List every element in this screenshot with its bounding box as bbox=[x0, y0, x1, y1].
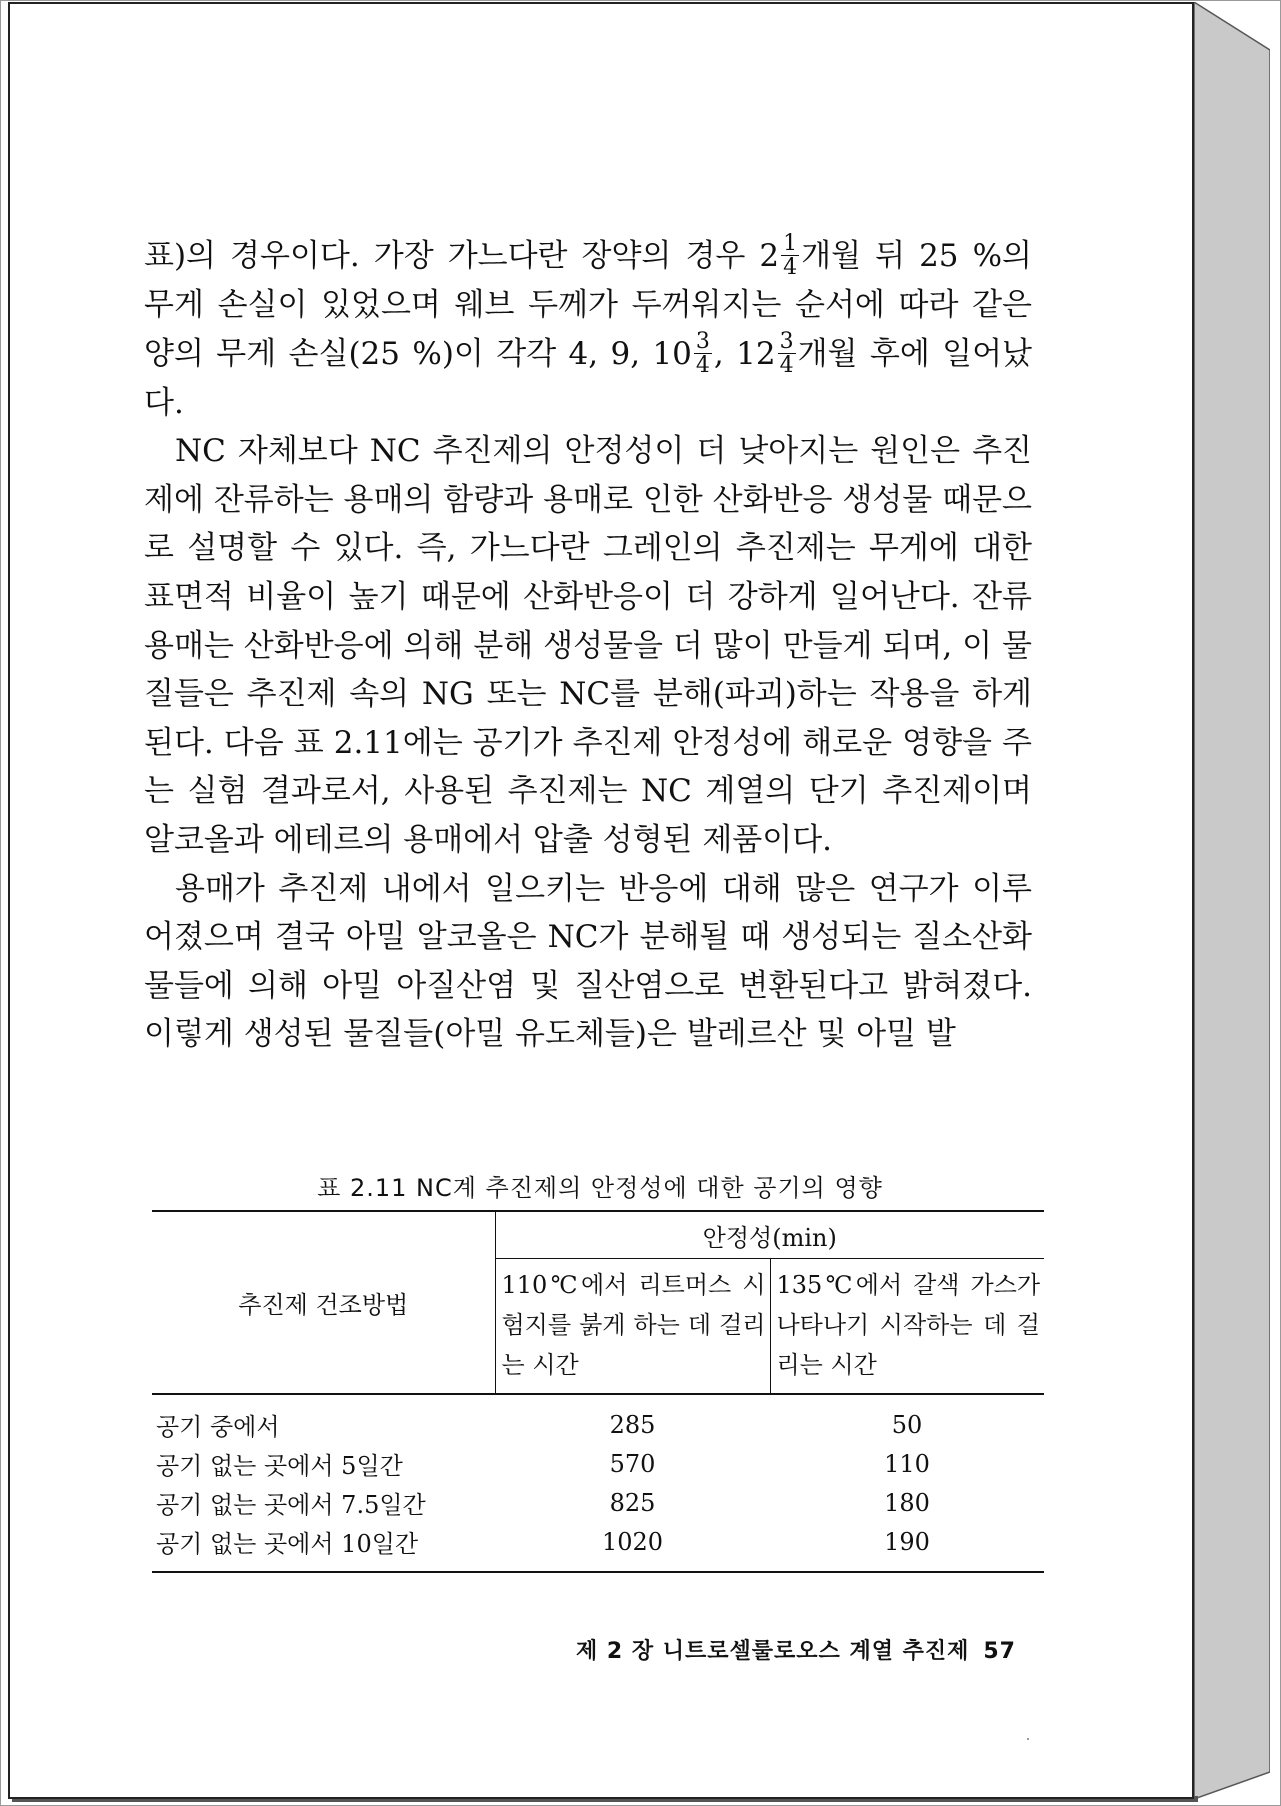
row-value-litmus: 570 bbox=[609, 1449, 656, 1478]
paragraph-1 bbox=[144, 232, 1032, 427]
row-value-litmus: 825 bbox=[609, 1488, 656, 1517]
table-caption: 표 2.11 NC계 추진제의 안정성에 대한 공기의 영향 bbox=[317, 1174, 883, 1202]
row-value-litmus: 285 bbox=[609, 1410, 656, 1439]
paragraph-2: NC 자체보다 NC 추진제의 안정성이 더 낮아지는 원인은 추진제에 잔류하는 용매의 함량과 용매로 인한 산화반응 생성물 때문으로 설명할 수 있다. 즉, 가느다란 그레인의 추진제는 무게에 대한 표면적 비율이 높기 때문에 산화반응이 더 강하게 일어난다. 잔류 용매는 산화반응에 의해 분해 생성물을 더 많이 만들게 되며, 이 물질들은 추진제 속의 NG 또는 NC를 분해(파괴)하는 작용을 하게 된다. 다음 표 2.11에는 공기가 추진제 안정성에 해로운 영향을 주는 실험 결과로서, 사용된 추진제는 NC 계열의 단기 추진제이며 알코올과 에테르의 용매에서 압출 성형된 제품이다. bbox=[144, 433, 1032, 858]
table-header-row bbox=[152, 1211, 1044, 1259]
book-spine bbox=[1194, 2, 1270, 1799]
table-row bbox=[152, 1394, 1044, 1444]
paragraph-3: 용매가 추진제 내에서 일으키는 반응에 대해 많은 연구가 이루어졌으며 결국 아밀 알코올은 NC가 분해될 때 생성되는 질소산화물들에 의해 아밀 아질산염 및 질산염으로 변환된다고 밝혀졌다. 이렇게 생성된 물질들(아밀 유도체들)은 발레르산 및 아밀 발 bbox=[144, 870, 1032, 1053]
scan-speck bbox=[1027, 1738, 1029, 1740]
text-run: , 12 bbox=[713, 335, 776, 372]
row-label: 공기 없는 곳에서 5일간 bbox=[156, 1452, 403, 1480]
row-label: 공기 없는 곳에서 7.5일간 bbox=[156, 1491, 426, 1519]
table-row bbox=[152, 1483, 1044, 1522]
data-table bbox=[152, 1210, 1044, 1573]
fraction bbox=[778, 330, 796, 377]
fraction-numerator: 3 bbox=[695, 328, 710, 354]
row-label: 공기 중에서 bbox=[156, 1413, 280, 1441]
fraction-denominator: 4 bbox=[695, 352, 710, 378]
fraction bbox=[781, 232, 799, 279]
table-row bbox=[152, 1444, 1044, 1483]
row-label: 공기 없는 곳에서 10일간 bbox=[152, 1522, 495, 1572]
row-value-brown-gas: 50 bbox=[891, 1410, 923, 1439]
header-litmus-time: 110℃에서 리트머스 시험지를 붉게 하는 데 걸리는 시간 bbox=[495, 1259, 770, 1395]
text-run: 개월 뒤 25 %의 무게 손실이 있었으며 웨브 두께가 두꺼워지는 순서에 따라 같은 양의 무게 손실(25 %)이 각각 4, 9, 10 bbox=[144, 238, 1032, 372]
header-drying-method: 추진제 건조방법 bbox=[152, 1211, 495, 1394]
body-text bbox=[144, 232, 1032, 1059]
chapter-title: 제 2 장 니트로셀룰로오스 계열 추진제 bbox=[575, 1639, 970, 1664]
page-number: 57 bbox=[983, 1639, 1016, 1664]
row-value-litmus: 1020 bbox=[495, 1522, 770, 1572]
fraction bbox=[694, 330, 712, 377]
fraction-numerator: 1 bbox=[783, 231, 798, 256]
table-row bbox=[152, 1522, 1044, 1572]
running-footer bbox=[500, 1634, 1016, 1665]
row-value-brown-gas: 110 bbox=[884, 1449, 930, 1478]
fraction-denominator: 4 bbox=[783, 255, 798, 280]
row-value-brown-gas: 190 bbox=[770, 1522, 1044, 1572]
text-run: 표)의 경우이다. 가장 가느다란 장약의 경우 2 bbox=[144, 238, 780, 274]
header-stability: 안정성(min) bbox=[495, 1211, 1044, 1259]
header-brown-gas-time: 135℃에서 갈색 가스가 나타나기 시작하는 데 걸리는 시간 bbox=[770, 1259, 1044, 1395]
fraction-denominator: 4 bbox=[779, 352, 794, 378]
text-run: 개월 후에 일어났다. bbox=[144, 335, 1032, 421]
fraction-numerator: 3 bbox=[779, 328, 794, 354]
row-value-brown-gas: 180 bbox=[884, 1488, 930, 1517]
